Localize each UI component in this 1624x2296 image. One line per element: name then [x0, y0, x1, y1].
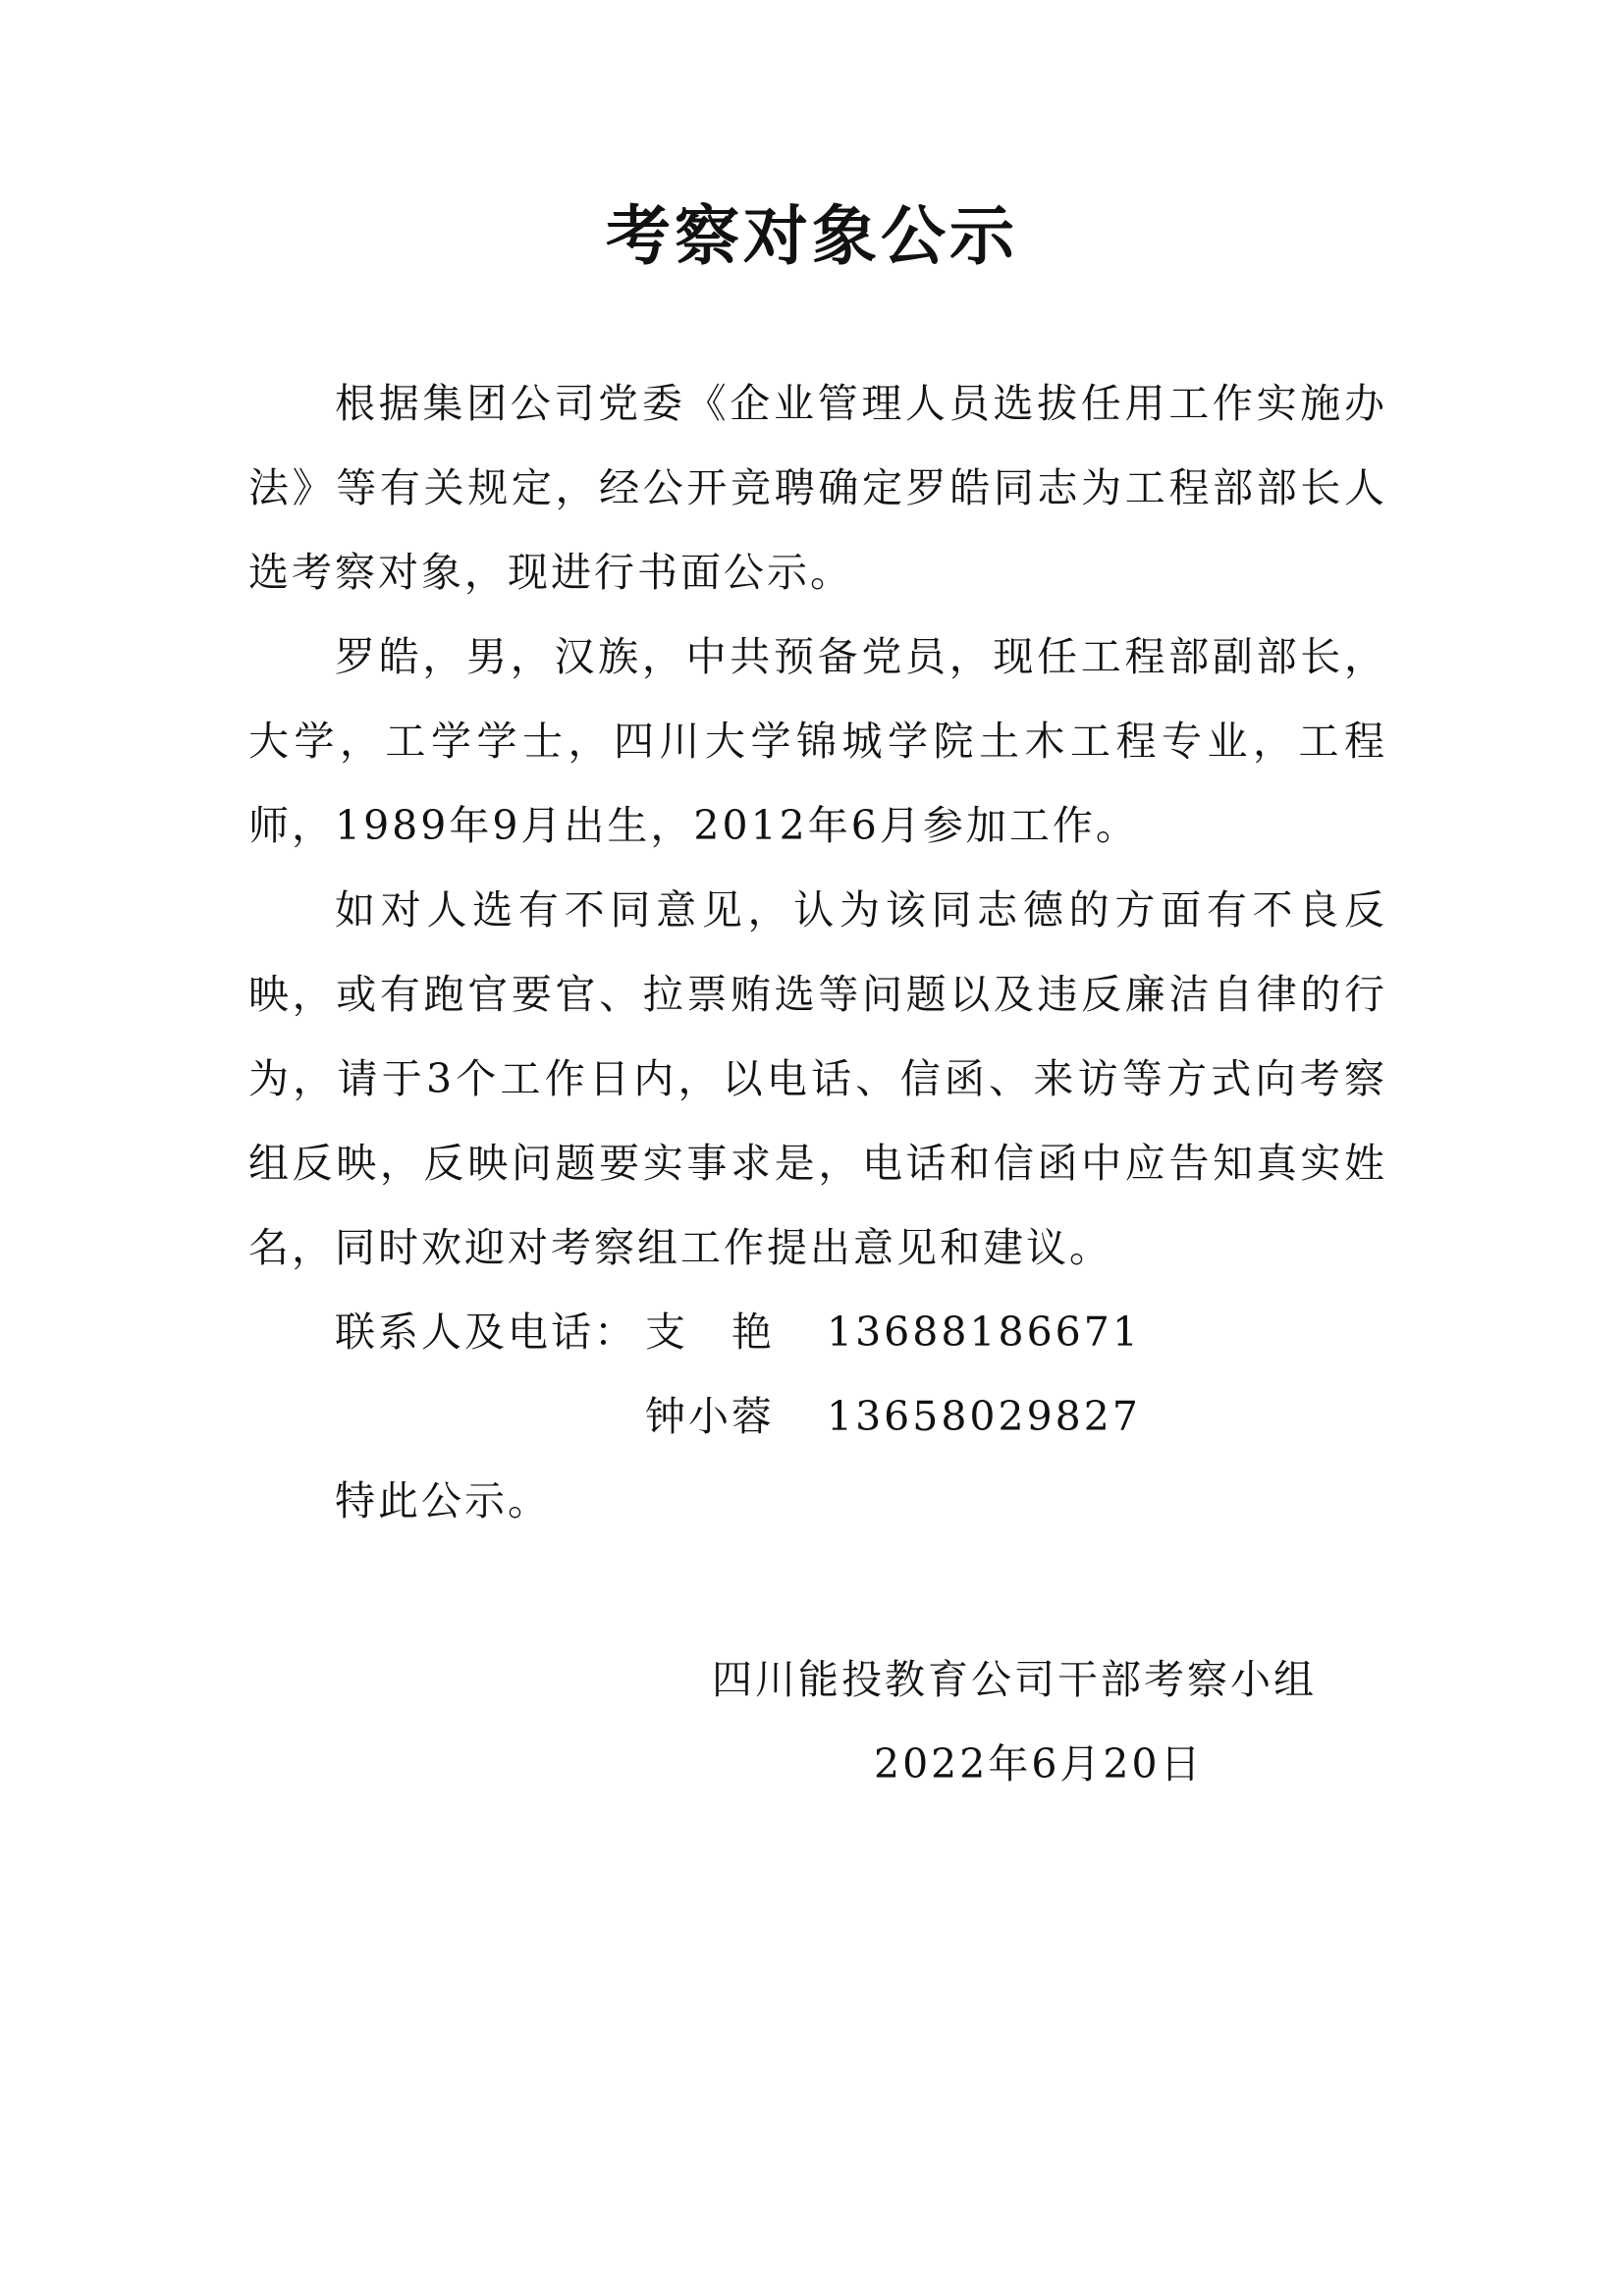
contact-phone: 13658029827	[827, 1393, 1141, 1440]
paragraph-regulation: 根据集团公司党委《企业管理人员选拔任用工作实施办法》等有关规定，经公开竞聘确定罗皓同志为工程部部长人选考察对象，现进行书面公示。	[248, 380, 1387, 596]
signature-organization: 四川能投教育公司干部考察小组	[712, 1656, 1317, 1703]
contact-name: 钟小蓉	[645, 1393, 775, 1440]
signature-block	[712, 1637, 1399, 1806]
document-body	[248, 361, 1387, 1543]
contact-line-2	[248, 1374, 1387, 1459]
paragraph-candidate-profile: 罗皓，男，汉族，中共预备党员，现任工程部副部长，大学，工学学士，四川大学锦城学院土木工程专业，工程师，1989年9月出生，2012年6月参加工作。	[248, 633, 1387, 849]
contact-phone: 13688186671	[827, 1308, 1141, 1356]
closing-statement: 特此公示。	[335, 1477, 551, 1524]
contact-name: 支 艳	[645, 1308, 775, 1356]
signature-date: 2022年6月20日	[874, 1740, 1204, 1788]
contact-line-1	[248, 1290, 1387, 1374]
contact-label: 联系人及电话：	[335, 1308, 637, 1356]
paragraph-feedback-instructions: 如对人选有不同意见，认为该同志德的方面有不良反映，或有跑官要官、拉票贿选等问题以及违反廉洁自律的行为，请于3个工作日内，以电话、信函、来访等方式向考察组反映，反映问题要实事求是，电话和信函中应告知真实姓名，同时欢迎对考察组工作提出意见和建议。	[248, 886, 1387, 1271]
page-title: 考察对象公示	[606, 197, 1018, 274]
